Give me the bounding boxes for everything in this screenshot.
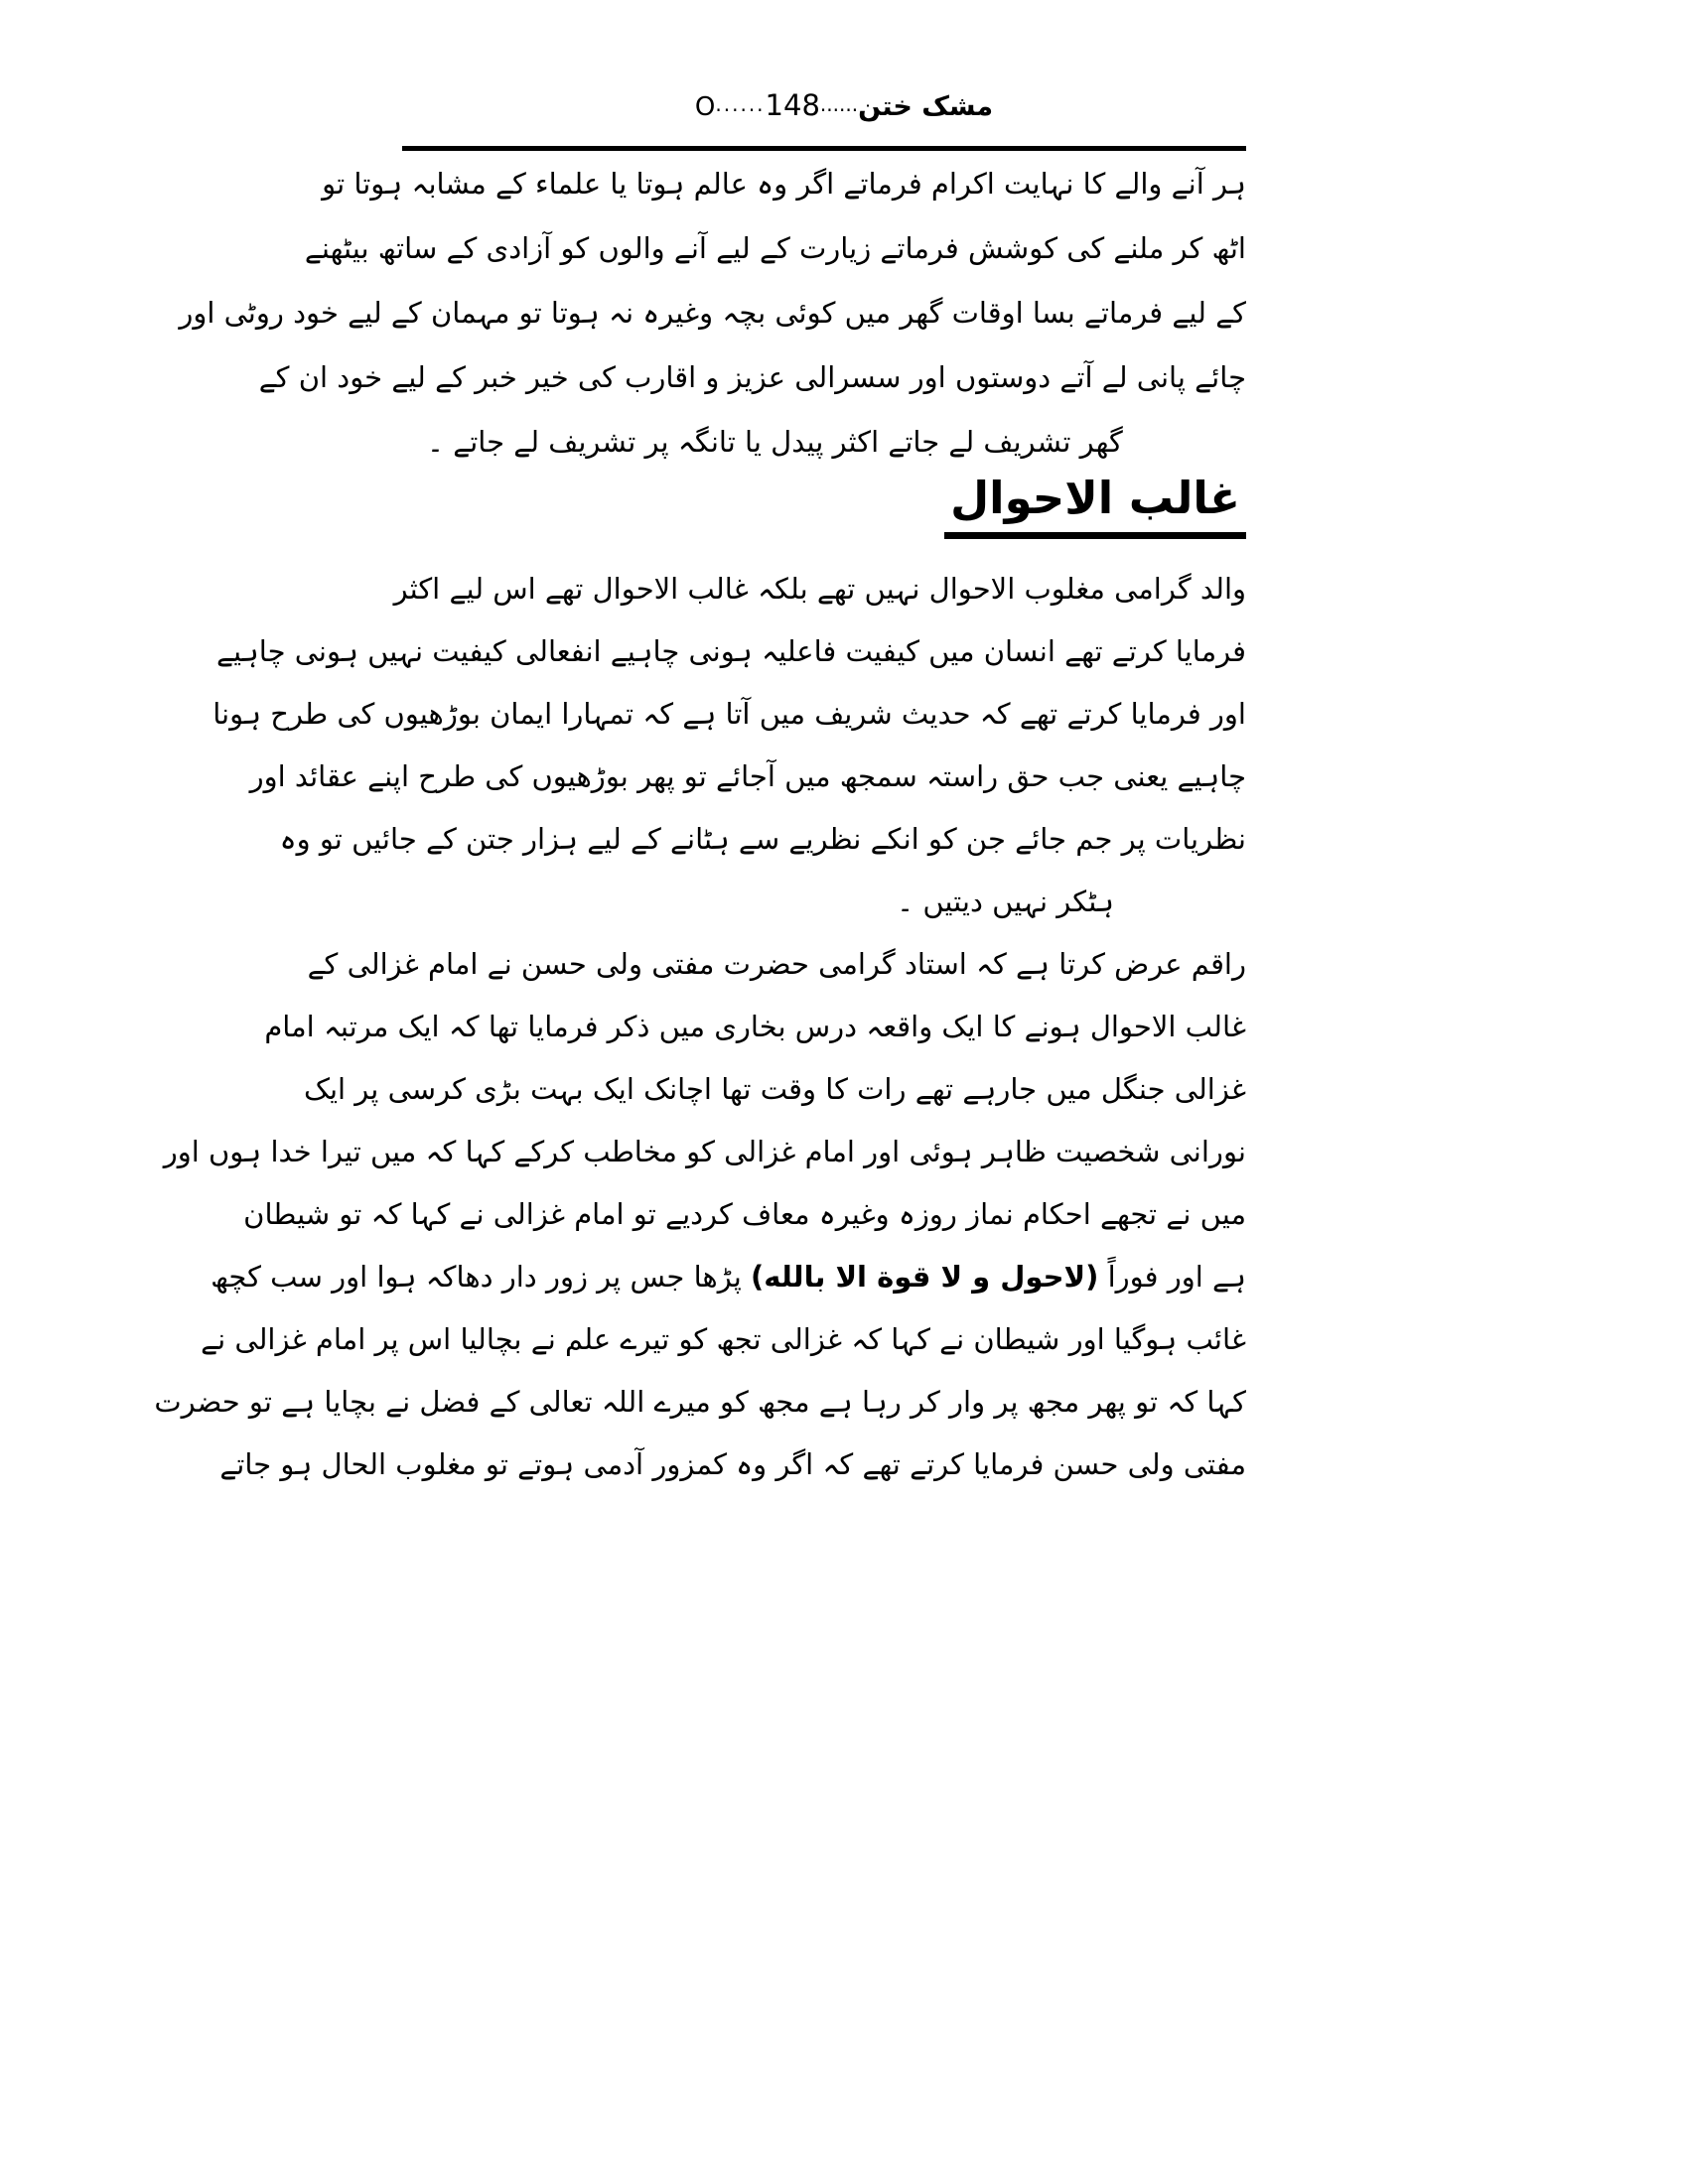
text-line: چاہیے یعنی جب حق راستہ سمجھ میں آجائے تو پھر بوڑھیوں کی طرح اپنے عقائد اور xyxy=(249,759,1246,793)
text-line: کہا کہ تو پھر مجھ پر وار کر رہا ہے مجھ کو میرے اللہ تعالی کے فضل نے بچایا ہے تو حضرت xyxy=(154,1385,1246,1419)
text-line: فرمایا کرتے تھے انسان میں کیفیت فاعلیہ ہونی چاہیے انفعالی کیفیت نہیں ہونی چاہیے xyxy=(216,634,1246,668)
section-heading: غالب الاحوال xyxy=(944,469,1246,539)
text-line: ہٹکر نہیں دیتیں ۔ xyxy=(897,885,1114,918)
text-line: میں نے تجھے احکام نماز روزہ وغیرہ معاف کردیے تو امام غزالی نے کہا کہ تو شیطان xyxy=(243,1197,1246,1231)
text-line: والد گرامی مغلوب الاحوال نہیں تھے بلکہ غالب الاحوال تھے اس لیے اکثر xyxy=(393,572,1246,606)
text-line: چائے پانی لے آتے دوستوں اور سسرالی عزیز و اقارب کی خیر خبر کے لیے خود ان کے xyxy=(258,360,1246,394)
text-line: مفتی ولی حسن فرمایا کرتے تھے کہ اگر وہ کمزور آدمی ہوتے تو مغلوب الحال ہو جاتے xyxy=(219,1447,1246,1481)
text-line: کے لیے فرماتے بسا اوقات گھر میں کوئی بچہ وغیرہ نہ ہوتا تو مہمان کے لیے خود روٹی اور xyxy=(179,296,1246,330)
text-line-with-arabic-quote xyxy=(211,1246,1246,1308)
book-title: مشک ختن xyxy=(858,91,994,122)
text-line: گھر تشریف لے جاتے اکثر پیدل یا تانگہ پر تشریف لے جاتے ۔ xyxy=(427,425,1123,459)
arabic-quote: (لاحول و لا قوة الا بالله) xyxy=(751,1260,1099,1294)
text-line: نظریات پر جم جائے جن کو انکے نظریے سے ہٹانے کے لیے ہزار جتن کے جائیں تو وہ xyxy=(279,822,1246,856)
page-number: 148 xyxy=(765,88,820,122)
text-segment: ہے اور فوراً xyxy=(1098,1260,1246,1294)
leader-dots: ...... xyxy=(819,92,859,116)
text-line: غالب الاحوال ہونے کا ایک واقعہ درس بخاری میں ذکر فرمایا تھا کہ ایک مرتبہ امام xyxy=(264,1010,1246,1043)
text-line: اور فرمایا کرتے تھے کہ حدیث شریف میں آتا ہے کہ تمہارا ایمان بوڑھیوں کی طرح ہونا xyxy=(212,697,1246,731)
header-divider xyxy=(402,146,1246,151)
text-line: راقم عرض کرتا ہے کہ استاد گرامی حضرت مفتی ولی حسن نے امام غزالی کے xyxy=(307,947,1246,981)
text-line: ہر آنے والے کا نہایت اکرام فرماتے اگر وہ عالم ہوتا یا علماء کے مشابہ ہوتا تو xyxy=(322,167,1246,201)
text-segment: پڑھا جس پر زور دار دھاکہ ہوا اور سب کچھ xyxy=(211,1260,751,1294)
text-line: اٹھ کر ملنے کی کوشش فرماتے زیارت کے لیے آنے والوں کو آزادی کے ساتھ بیٹھنے xyxy=(304,231,1246,265)
running-header xyxy=(0,85,1688,128)
text-line: نورانی شخصیت ظاہر ہوئی اور امام غزالی کو مخاطب کرکے کہا کہ میں تیرا خدا ہوں اور xyxy=(163,1135,1246,1168)
leader-dots: ...... xyxy=(715,92,766,116)
text-line: غائب ہوگیا اور شیطان نے کہا کہ غزالی تجھ کو تیرے علم نے بچالیا اس پر امام غزالی نے xyxy=(201,1322,1246,1356)
text-line: غزالی جنگل میں جارہے تھے رات کا وقت تھا اچانک ایک بہت بڑی کرسی پر ایک xyxy=(304,1072,1246,1106)
circle-separator-icon: O xyxy=(694,92,716,122)
